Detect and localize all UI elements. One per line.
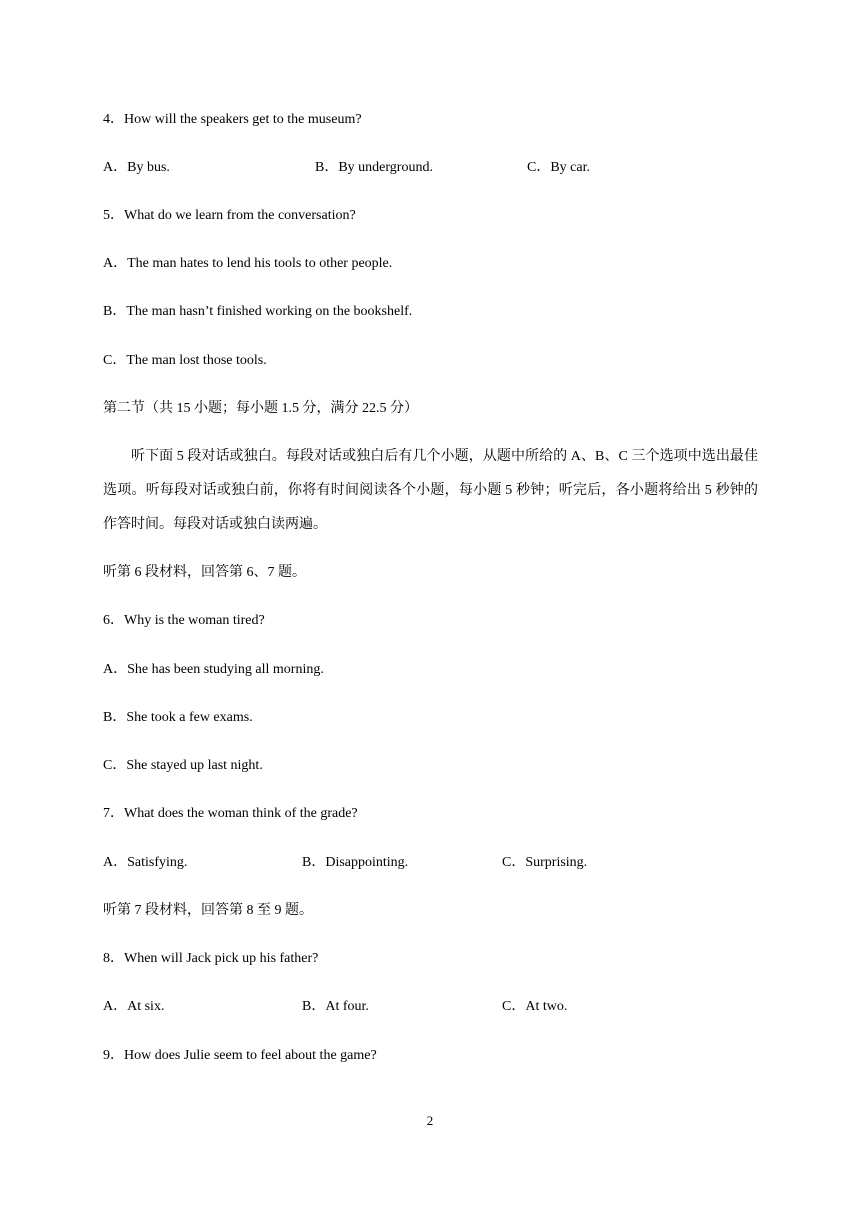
q4-option-a: A．By bus. [103, 160, 170, 175]
question-6: 6．Why is the woman tired? [103, 613, 265, 628]
q4-option-b: B．By underground. [315, 160, 433, 175]
question-5: 5．What do we learn from the conversation? [103, 208, 356, 223]
section-2-heading: 第二节（共 15 小题；每小题 1.5 分，满分 22.5 分） [103, 401, 418, 416]
material-7-label: 听第 7 段材料，回答第 8 至 9 题。 [103, 903, 313, 918]
question-9: 9．How does Julie seem to feel about the game? [103, 1048, 377, 1063]
q4-option-c: C．By car. [527, 160, 590, 175]
question-7: 7．What does the woman think of the grade? [103, 806, 358, 821]
q6-option-b: B．She took a few exams. [103, 710, 253, 725]
q8-option-b: B．At four. [302, 999, 369, 1014]
question-8: 8．When will Jack pick up his father? [103, 951, 319, 966]
q6-option-a: A．She has been studying all morning. [103, 662, 324, 677]
q8-option-c: C．At two. [502, 999, 568, 1014]
question-4: 4．How will the speakers get to the museum? [103, 112, 362, 127]
q7-option-b: B．Disappointing. [302, 855, 409, 870]
q7-option-c: C．Surprising. [502, 855, 588, 870]
q8-option-a: A．At six. [103, 999, 165, 1014]
q5-option-a: A．The man hates to lend his tools to other people. [103, 256, 393, 271]
material-6-label: 听第 6 段材料，回答第 6、7 题。 [103, 565, 306, 580]
page-number: 2 [426, 1113, 434, 1128]
q5-option-c: C．The man lost those tools. [103, 353, 267, 368]
q5-option-b: B．The man hasn’t finished working on the bookshelf. [103, 304, 413, 319]
q6-option-c: C．She stayed up last night. [103, 758, 263, 773]
q7-option-a: A．Satisfying. [103, 855, 188, 870]
section-2-instructions: 听下面 5 段对话或独白。每段对话或独白后有几个小题，从题中所给的 A、B、C 三个选项中选出最佳选项。听每段对话或独白前，你将有时间阅读各个小题，每小题 5 秒钟；听完后，各小题将给出 5 秒钟的作答时间。每段对话或独白读两遍。 [103, 449, 758, 532]
